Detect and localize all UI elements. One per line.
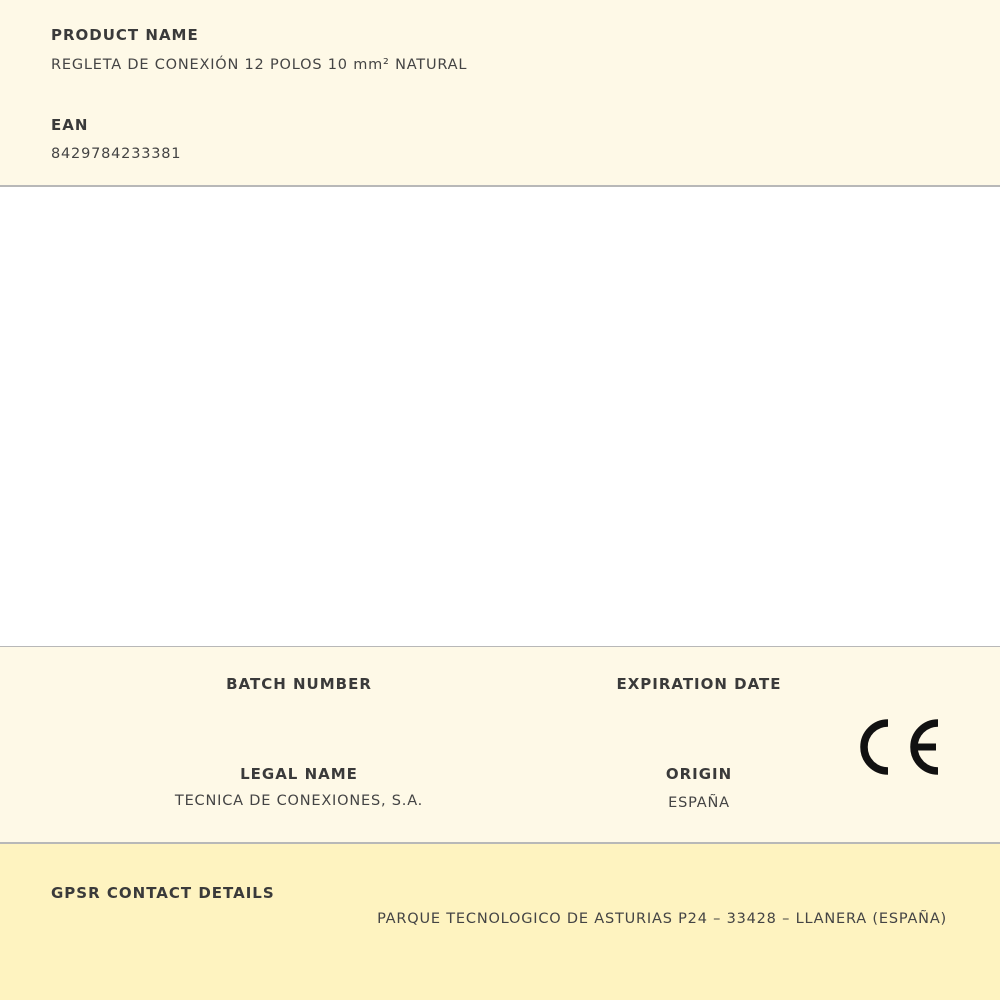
legal-name-value: TECNICA DE CONEXIONES, S.A. bbox=[174, 793, 424, 809]
gpsr-contact-label: GPSR CONTACT DETAILS bbox=[51, 884, 275, 902]
product-name-value: REGLETA DE CONEXIÓN 12 POLOS 10 mm² NATURAL bbox=[51, 57, 468, 73]
batch-number-label: BATCH NUMBER bbox=[226, 675, 372, 693]
ean-value: 8429784233381 bbox=[51, 146, 182, 162]
product-info-section bbox=[0, 0, 1000, 187]
product-name-label: PRODUCT NAME bbox=[51, 26, 199, 44]
gpsr-contact-section bbox=[0, 844, 1000, 1000]
origin-label: ORIGIN bbox=[665, 765, 733, 783]
regulatory-details-section bbox=[0, 646, 1000, 844]
blank-area bbox=[0, 187, 1000, 646]
expiration-date-label: EXPIRATION DATE bbox=[616, 675, 782, 693]
ce-mark-icon bbox=[858, 717, 942, 777]
legal-name-label: LEGAL NAME bbox=[240, 765, 358, 783]
ean-label: EAN bbox=[51, 116, 89, 134]
gpsr-contact-address: PARQUE TECNOLOGICO DE ASTURIAS P24 – 33428 – LLANERA (ESPAÑA) bbox=[377, 911, 947, 927]
origin-value: ESPAÑA bbox=[668, 795, 730, 811]
